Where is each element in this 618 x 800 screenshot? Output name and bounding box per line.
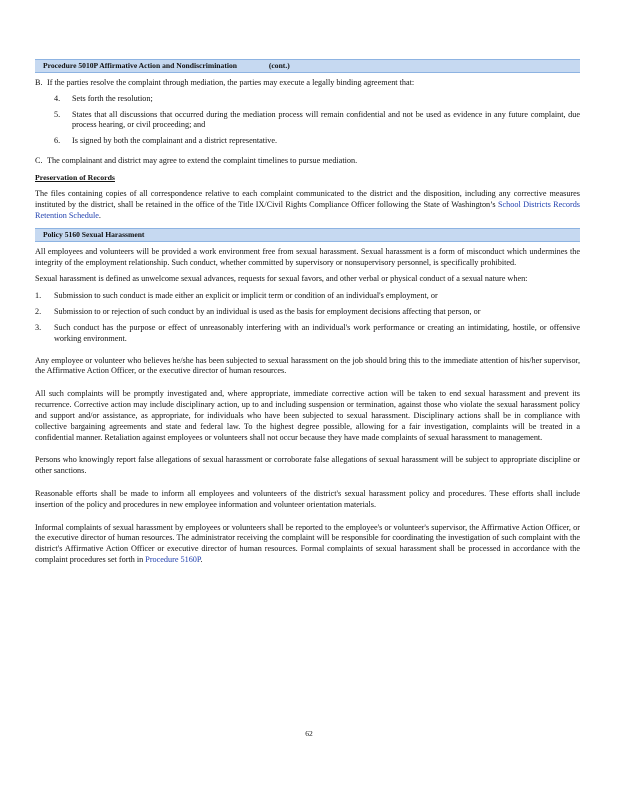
false-allegations-paragraph: Persons who knowingly report false allegations of sexual harassment or corroborate false allegations of sexual harassment will be subject to appropriate discipline or other sanctions. [35,455,580,476]
list-item-text: Submission to or rejection of such conduct by an individual is used as the basis for employment decisions affecting that person, or [54,307,481,317]
condition-item-1 [35,291,580,302]
list-item-label: 6. [54,136,61,146]
records-retention-link[interactable]: School Districts Records Retention Schedule [35,200,580,220]
paragraph-c [35,156,580,167]
preservation-paragraph [35,189,580,221]
paragraph-c-label: C. [35,156,43,166]
section-header-policy-5160 [35,228,580,242]
document-page [35,59,580,572]
list-item-text: Such conduct has the purpose or effect of unreasonably interfering with an individual's work performance or creating an intimidating, hostile, or offensive working environment. [54,322,580,343]
list-item-label: 4. [54,93,61,103]
preservation-text-end: . [98,210,101,220]
list-item-label: 3. [35,322,42,332]
report-paragraph: Any employee or volunteer who believes he/she has been subjected to sexual harassment on the job should bring this to the immediate attention of his/her supervisor, the Affirmative Action Officer, or the executive director of human resources. [35,355,580,376]
section-header-cont: (cont.) [268,61,290,70]
condition-item-3 [35,323,580,345]
list-item-6 [35,136,580,147]
preservation-text: The files containing copies of all correspondence relative to each complaint communicated to the district and the disposition, including any corrective measures instituted by the district, shall be retained in the office of the Title IX/Civil Rights Compliance Officer following the State of Washington’s [35,189,580,210]
condition-item-2 [35,307,580,318]
list-item-5 [35,110,580,132]
informal-complaints-paragraph [35,523,580,566]
section-header-title: Procedure 5010P Affirmative Action and Nondiscrimination [43,61,237,70]
page-number: 62 [305,729,313,738]
paragraph-b-text: If the parties resolve the complaint through mediation, the parties may execute a legally binding agreement that: [47,78,415,87]
section-header-procedure-5010p [35,59,580,73]
section-header-title: Policy 5160 Sexual Harassment [43,229,145,239]
inform-paragraph: Reasonable efforts shall be made to inform all employees and volunteers of the district's sexual harassment policy and procedures. These efforts shall include insertion of the policy and procedures in new employee information and volunteer orientation materials. [35,488,580,509]
procedure-5160p-link[interactable]: Procedure 5160P [145,555,201,565]
paragraph-b [35,78,580,89]
informal-complaints-text-end: . [200,555,203,565]
list-item-4 [35,94,580,105]
list-item-text: Submission to such conduct is made either an explicit or implicit term or condition of an individual's employment, or [54,291,438,301]
preservation-heading: Preservation of Records [35,172,115,182]
list-item-label: 5. [54,109,61,119]
list-item-text: Is signed by both the complainant and a district representative. [72,136,278,146]
policy-definition: Sexual harassment is defined as unwelcome sexual advances, requests for sexual favors, and other verbal or physical conduct of a sexual nature when: [35,274,528,284]
list-item-text: Sets forth the resolution; [72,93,153,103]
list-item-text: States that all discussions that occurred during the mediation process will remain confidential and not be used as evidence in any future complaint, due process hearing, or civil proceeding; and [72,109,580,130]
paragraph-c-text: The complainant and district may agree to extend the complaint timelines to pursue mediation. [47,156,358,166]
investigation-paragraph: All such complaints will be promptly investigated and, where appropriate, immediate corrective action will be taken to end sexual harassment and prevent its recurrence. Corrective action may include disciplinary action, up to and including suspension or termination, against those who violate the sexual harassment policy and support and/or assistance, as appropriate, for individuals who have been subjected to sexual harassment. Disciplinary actions shall be in compliance with collective bargaining agreements and state and federal law. To the highest degree possible, allowing for a fair investigation, complaints will be treated in a confidential manner. Retaliation against employees or volunteers shall not occur because they have made complaints of sexual harassment to management. [35,389,580,442]
list-item-label: 2. [35,307,42,317]
list-item-label: 1. [35,291,42,301]
paragraph-b-label: B. [35,78,43,87]
policy-intro: All employees and volunteers will be provided a work environment free from sexual harassment. Sexual harassment is a form of misconduct which undermines the integrity of the employment relationship. Such conduct, whether committed by supervisory or nonsupervisory personnel, is specifically prohibited. [35,246,580,267]
informal-complaints-text: Informal complaints of sexual harassment by employees or volunteers shall be reported to the employee's or volunteer's supervisor, the Affirmative Action Officer, or the executive director of human resources. The administrator receiving the complaint will be responsible for coordinating the investigation of such complaint with the district's Affirmative Action Officer or executive director of human resources. Formal complaints of sexual harassment shall be processed in accordance with the complaint procedures set forth in [35,522,580,565]
